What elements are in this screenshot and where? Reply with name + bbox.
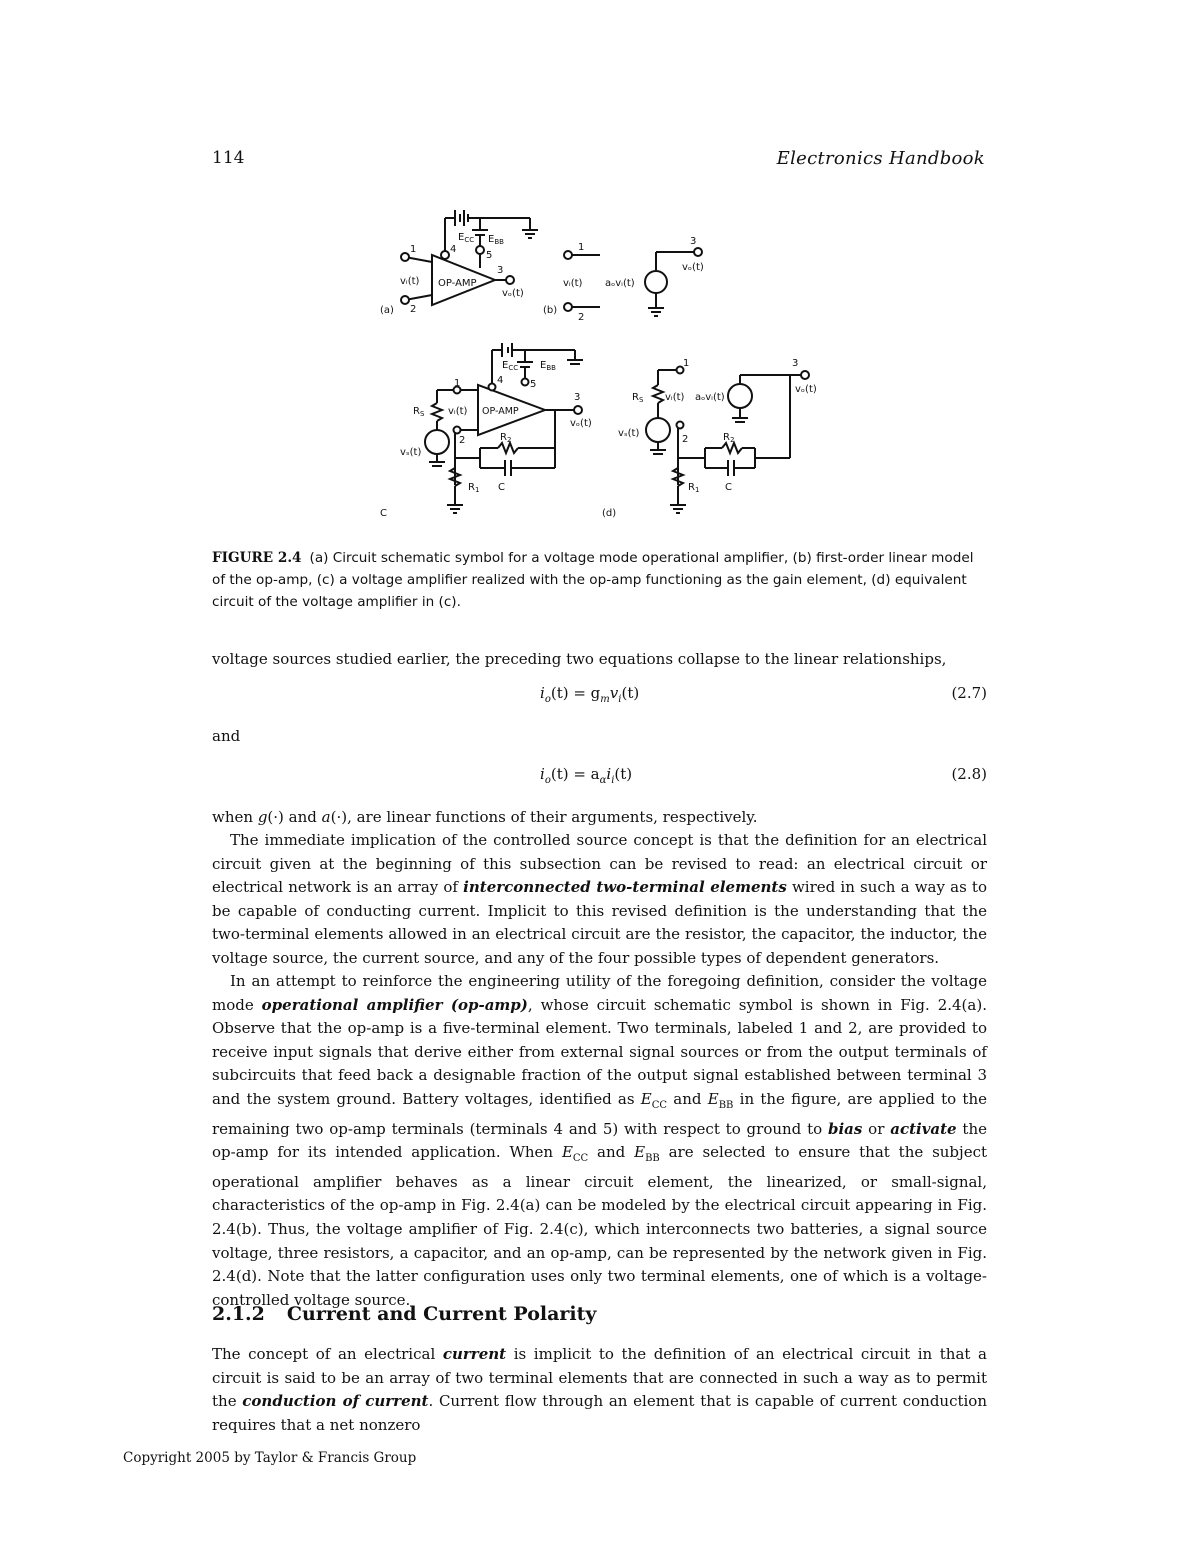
- terminal-2-b: 2: [578, 312, 585, 323]
- vs-source-c: [425, 430, 449, 454]
- copyright-footer: Copyright 2005 by Taylor & Francis Group: [123, 1450, 417, 1466]
- p2-text-b: wired in such a way as to be capable of conducting current. Implicit to this revised definition is the understanding that the two-terminal elements allowed in an electrical circuit are the resistor, the capacitor, the inductor, the voltage source, the current source, and any of the four possible types of dependent generators.: [212, 878, 987, 967]
- p4-text-b: is implicit to the definition of an electrical circuit in that a circuit is said to be an array of two terminal elements that are connected in such a way as to permit the: [212, 1345, 987, 1411]
- vcvs-source-d: [728, 384, 752, 408]
- p4-emphasis-conduction: conduction of current: [242, 1392, 429, 1411]
- terminal-5-c: 5: [530, 379, 537, 390]
- eq2-rhs: i: [606, 765, 612, 783]
- equation-2-8: [212, 765, 987, 789]
- r1-sub-d: 1: [694, 486, 700, 494]
- page-number: 114: [212, 148, 245, 168]
- svg-text:EBB: [540, 360, 556, 372]
- svg-text:R1: [468, 482, 479, 494]
- p2-text-a: The immediate implication of the controlled source concept is that the definition for an electrical circuit given at the beginning of this subsection can be revised to read: an electrical circuit or electrical network is an array of: [212, 831, 987, 897]
- when-text-2: (·) and: [267, 808, 322, 826]
- terminal-1-a: 1: [410, 244, 417, 255]
- p3-text-g: and: [588, 1143, 635, 1162]
- when-a: a: [321, 808, 331, 826]
- ebb-label-a: E: [488, 234, 495, 245]
- svg-text:ECC: [458, 232, 474, 244]
- p3-text-h: are selected to ensure that the subject operational amplifier behaves as a linear circuit element, the linearized, or small-signal, characteristics of the op-amp in Fig. 2.4(a) can be modeled by the electrical circuit appearing in Fig. 2.4(b). Thus, the voltage amplifier of Fig. 2.4(c), which interconnects two batteries, a signal source voltage, three resistors, a capacitor, and an op-amp, can be represented by the network given in Fig. 2.4(d). Note that the latter configuration uses only two terminal elements, one of which is a voltage-controlled voltage source.: [212, 1143, 987, 1309]
- ebb-sub-c: BB: [546, 364, 556, 372]
- panel-b-label: (b): [543, 305, 558, 316]
- p3-ebb2: E: [634, 1143, 646, 1162]
- eq1-mid: (t) = g: [550, 684, 601, 702]
- paragraph-implication: [212, 829, 987, 971]
- vi-label-b: vᵢ(t): [563, 278, 583, 289]
- r2-resistor-c: [498, 443, 518, 453]
- eq2-mid-sub: α: [599, 775, 607, 786]
- p3-text-b: , whose circuit schematic symbol is shown in Fig. 2.4(a). Observe that the op-amp is a five-terminal element. Two terminals, labeled 1 and 2, are provided to receive input signals that derive either from external signal sources or from the output terminals of subcircuits that feed back a designable fraction of the output signal established between terminal 3 and the system ground. Battery voltages, identified as: [212, 995, 987, 1108]
- eq1-lhs-sub: o: [544, 694, 551, 705]
- gain-label-d: aₒvᵢ(t): [695, 392, 725, 403]
- vo-label-b: vₒ(t): [682, 262, 704, 273]
- section-heading: [212, 1303, 596, 1325]
- rs-label-d: R: [632, 392, 639, 403]
- rs-sub-d: S: [638, 396, 644, 404]
- terminal-2-a: 2: [410, 304, 417, 315]
- eq2-rhs-sub: i: [611, 775, 615, 786]
- circuit-figure: [360, 200, 840, 530]
- vs-source-d: [646, 418, 670, 442]
- figure-label: FIGURE 2.4: [212, 550, 302, 566]
- ecc-sub-c: CC: [508, 364, 519, 372]
- p4-text-c: . Current flow through an element that is capable of current conduction requires that a net nonzero: [212, 1392, 987, 1434]
- terminal-1-c: 1: [454, 378, 461, 389]
- vi-label-a: vᵢ(t): [400, 276, 420, 287]
- p3-ecc2: E: [561, 1143, 573, 1162]
- svg-text:R1: [688, 482, 699, 494]
- p3-text-d: in the figure, are applied to the remaining two op-amp terminals (terminals 4 and 5) with respect to ground to: [212, 1089, 987, 1138]
- when-text-3: (·), are linear functions of their arguments, respectively.: [330, 808, 758, 826]
- terminal-4-c: 4: [497, 375, 504, 386]
- terminal-3-d: 3: [792, 358, 799, 369]
- vo-label-c: vₒ(t): [570, 418, 592, 429]
- r1-label-c: R: [468, 482, 475, 493]
- ebb-label-c: E: [540, 360, 547, 371]
- p4-emphasis-current: current: [442, 1345, 507, 1363]
- eq2-mid: (t) = a: [550, 765, 600, 783]
- panel-b: [543, 236, 704, 323]
- intro-paragraph: voltage sources studied earlier, the preceding two equations collapse to the linear relationships,: [212, 650, 947, 668]
- r2-label-c: R: [500, 432, 507, 443]
- r2-label-d: R: [723, 432, 730, 443]
- r1-sub-c: 1: [474, 486, 480, 494]
- p3-ebb-sub: BB: [718, 1099, 734, 1111]
- and-text: and: [212, 727, 241, 745]
- when-paragraph: [212, 806, 987, 830]
- when-g: g: [257, 808, 268, 826]
- p3-ebb2-sub: BB: [645, 1153, 660, 1165]
- section-title: Current and Current Polarity: [286, 1303, 597, 1325]
- rs-resistor-d: [653, 385, 663, 403]
- section-number: 2.1.2: [212, 1303, 265, 1325]
- ecc-label-a: E: [458, 232, 465, 243]
- p3-bias: bias: [828, 1119, 863, 1138]
- ecc-sub-a: CC: [464, 236, 475, 244]
- p3-text-f: the op-amp for its intended application. When: [212, 1119, 987, 1162]
- p3-text-c: and: [667, 1089, 708, 1108]
- eq2-end: (t): [614, 765, 633, 783]
- svg-text:EBB: [488, 234, 504, 246]
- vcvs-source-b: [645, 271, 667, 293]
- panel-d-label: (d): [602, 508, 617, 519]
- vi-label-c: vᵢ(t): [448, 406, 468, 417]
- terminal-1-b: 1: [578, 242, 585, 253]
- gain-label-b: aₒvᵢ(t): [605, 278, 635, 289]
- vo-label-d: vₒ(t): [795, 384, 817, 395]
- p3-ebb: E: [707, 1089, 719, 1108]
- figure-caption: [212, 547, 987, 613]
- svg-text:RS: [413, 406, 425, 418]
- paragraph-current: [212, 1343, 987, 1437]
- ecc-label-c: E: [502, 360, 509, 371]
- p3-text-e: or: [862, 1119, 891, 1138]
- equation-2-7: [212, 684, 987, 708]
- terminal-5-a: 5: [486, 250, 493, 261]
- p2-emphasis: interconnected two-terminal elements: [463, 878, 787, 897]
- p3-ecc-sub: CC: [651, 1099, 668, 1111]
- panel-a: [380, 210, 538, 316]
- vi-label-d: vᵢ(t): [665, 392, 685, 403]
- terminal-2-c: 2: [459, 435, 466, 446]
- caption-text: (a) Circuit schematic symbol for a voltage mode operational amplifier, (b) first-order linear model of the op-amp, (c) a voltage amplifier realized with the op-amp functioning as the gain element, (d) equivalent circuit of the voltage amplifier in (c).: [212, 550, 974, 610]
- r2-resistor-d: [722, 443, 742, 453]
- terminal-4-a: 4: [450, 244, 457, 255]
- eq2-lhs: i: [540, 765, 545, 783]
- running-title: Electronics Handbook: [776, 148, 985, 169]
- vs-label-d: vₛ(t): [618, 428, 640, 439]
- opamp-label-a: OP-AMP: [438, 278, 477, 289]
- circuit-schematics: [360, 200, 840, 530]
- panel-a-label: (a): [380, 305, 394, 316]
- terminal-3-c: 3: [574, 392, 581, 403]
- eq1-lhs: i: [540, 684, 545, 702]
- eq1-rhs-sub: i: [618, 694, 622, 705]
- p4-text-a: The concept of an electrical: [212, 1345, 443, 1363]
- equation-number-2-8: (2.8): [951, 765, 987, 783]
- terminal-3-b: 3: [690, 236, 697, 247]
- vs-label-c: vₛ(t): [400, 447, 422, 458]
- p3-activate: activate: [890, 1119, 957, 1138]
- c-label-c: C: [498, 482, 505, 493]
- r1-label-d: R: [688, 482, 695, 493]
- r2-sub-d: 2: [729, 436, 735, 444]
- eq1-end: (t): [621, 684, 640, 702]
- eq2-lhs-sub: o: [544, 775, 551, 786]
- svg-text:R2: [500, 432, 511, 444]
- terminal-1-d: 1: [683, 358, 690, 369]
- equation-number-2-7: (2.7): [951, 684, 987, 702]
- c-label-d: C: [725, 482, 732, 493]
- p3-ecc: E: [640, 1089, 652, 1108]
- rs-resistor-c: [432, 403, 442, 421]
- r2-sub-c: 2: [506, 436, 512, 444]
- vo-label-a: vₒ(t): [502, 288, 524, 299]
- terminal-2-d: 2: [682, 434, 689, 445]
- rs-sub-c: S: [419, 410, 425, 418]
- svg-text:RS: [632, 392, 644, 404]
- opamp-label-c: OP-AMP: [482, 406, 519, 417]
- p3-ecc2-sub: CC: [572, 1153, 589, 1165]
- rs-label-c: R: [413, 406, 420, 417]
- paragraph-opamp: [212, 970, 987, 1312]
- when-text-1: when: [212, 808, 258, 826]
- svg-text:R2: [723, 432, 734, 444]
- panel-c: [380, 343, 592, 519]
- terminal-3-a: 3: [497, 265, 504, 276]
- eq1-mid-sub: m: [600, 694, 610, 705]
- eq1-rhs: v: [609, 684, 619, 702]
- ebb-sub-a: BB: [494, 238, 504, 246]
- panel-d: [602, 358, 817, 519]
- panel-c-label: C: [380, 508, 387, 519]
- p3-text-a: In an attempt to reinforce the engineering utility of the foregoing definition, consider the voltage mode: [212, 972, 987, 1014]
- p3-emphasis-opamp: operational amplifier (op-amp): [261, 995, 528, 1014]
- svg-text:ECC: [502, 360, 518, 372]
